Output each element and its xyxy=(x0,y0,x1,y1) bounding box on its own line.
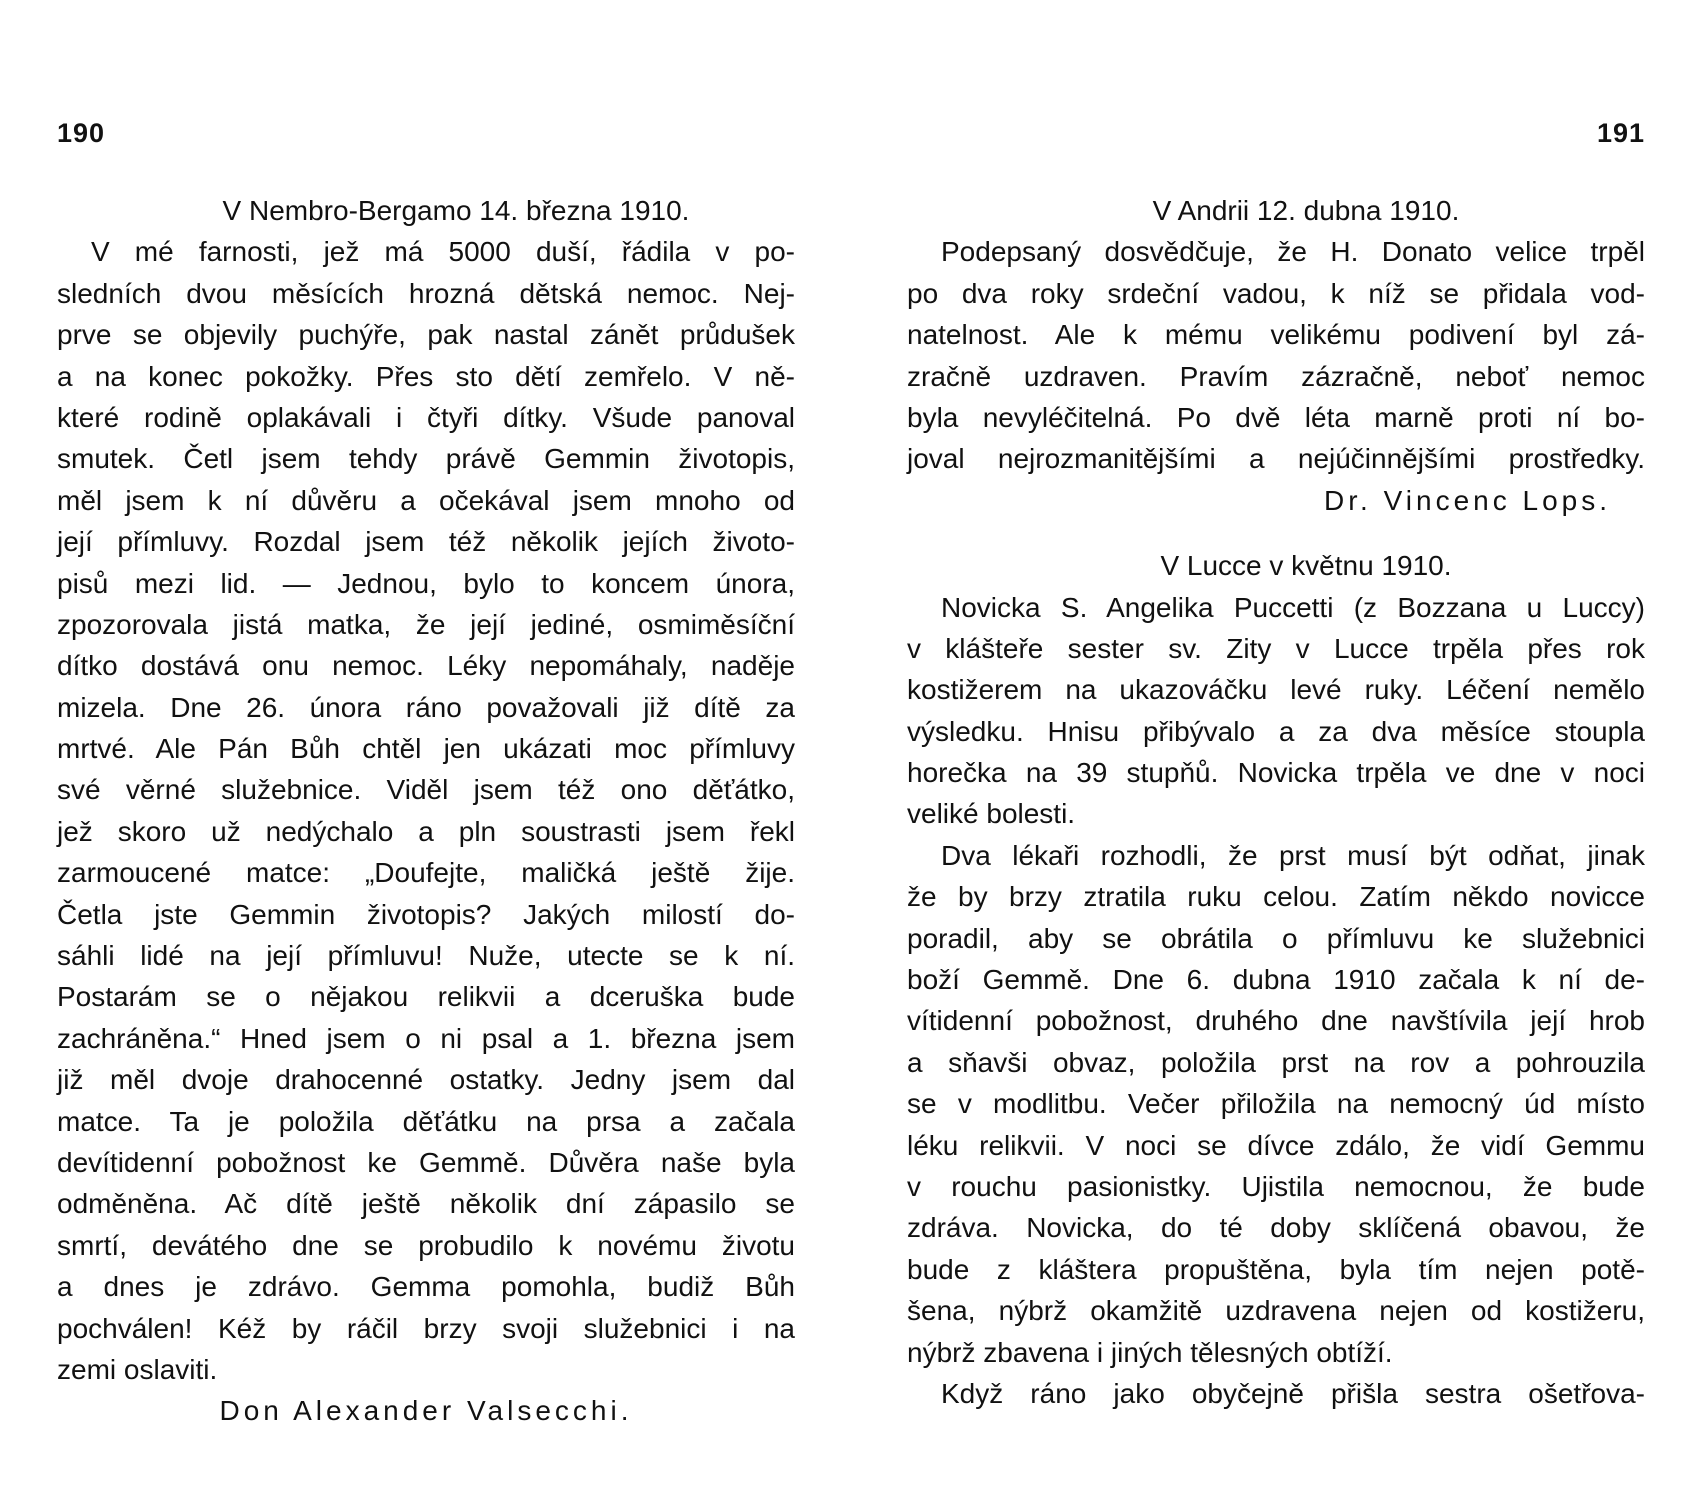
left-page xyxy=(57,0,795,1500)
signature: Don Alexander Valsecchi. xyxy=(219,1395,633,1427)
text-line: Podepsaný dosvědčuje, že H. Donato velice trpěl xyxy=(941,236,1645,268)
text-line: joval nejrozmanitějšími a nejúčinnějšími prostředky. xyxy=(907,443,1645,475)
page-number: 190 xyxy=(57,118,106,148)
text-line: Dva lékaři rozhodli, že prst musí být odňat, jinak xyxy=(941,839,1645,871)
text-line: natelnost. Ale k mému velikému podivení byl zá- xyxy=(907,319,1645,351)
text-line: své věrné služebnice. Viděl jsem též ono děťátko, xyxy=(57,774,795,806)
text-line: veliké bolesti. xyxy=(907,798,1076,830)
text-line: Četla jste Gemmin životopis? Jakých milostí do- xyxy=(57,898,795,930)
text-line: Když ráno jako obyčejně přišla sestra ošetřova- xyxy=(941,1377,1645,1409)
text-line: zdráva. Novicka, do té doby sklíčená obavou, že xyxy=(907,1212,1645,1244)
text-line: v klášteře sester sv. Zity v Lucce trpěla přes rok xyxy=(907,632,1645,664)
page-number: 191 xyxy=(1596,118,1645,148)
text-line: nýbrž zbavena i jiných tělesných obtíží. xyxy=(907,1336,1393,1368)
text-line: byla nevyléčitelná. Po dvě léta marně proti ní bo- xyxy=(907,401,1645,433)
text-line: odměněna. Ač dítě ještě několik dní zápasilo se xyxy=(57,1188,795,1220)
text-line: a na konec pokožky. Přes sto dětí zemřelo. V ně- xyxy=(57,360,795,392)
right-page-text xyxy=(907,190,1645,1414)
text-line: matce. Ta je položila děťátku na prsa a začala xyxy=(57,1105,795,1137)
text-line: a sňavši obvaz, položila prst na rov a pohrouzila xyxy=(907,1046,1645,1078)
text-line: zachráněna.“ Hned jsem o ni psal a 1. března jsem xyxy=(57,1022,795,1054)
text-line: devítidenní pobožnost ke Gemmě. Důvěra naše byla xyxy=(57,1146,795,1178)
text-line: v rouchu pasionistky. Ujistila nemocnou, že bude xyxy=(907,1170,1645,1202)
text-line: mizela. Dne 26. února ráno považovali již dítě za xyxy=(57,691,795,723)
text-line: a dnes je zdrávo. Gemma pomohla, budiž Bůh xyxy=(57,1271,795,1303)
letter-heading: V Andrii 12. dubna 1910. xyxy=(1152,195,1460,226)
letter-heading: V Lucce v květnu 1910. xyxy=(1160,550,1452,582)
text-line: vítidenní pobožnost, druhého dne navštívila její hrob xyxy=(907,1005,1645,1037)
text-line: smrtí, devátého dne se probudilo k novému životu xyxy=(57,1229,795,1261)
text-line: zarmoucené matce: „Doufejte, maličká ještě žije. xyxy=(57,857,795,889)
text-line: se v modlitbu. Večer přiložila na nemocný úd místo xyxy=(907,1088,1645,1120)
text-line: po dva roky srdeční vadou, k níž se přidala vod- xyxy=(907,277,1645,309)
text-line: sledních dvou měsících hrozná dětská nemoc. Nej- xyxy=(57,277,795,309)
text-line: prve se objevily puchýře, pak nastal zánět průdušek xyxy=(57,319,795,351)
right-page xyxy=(907,0,1645,1500)
text-line: dítko dostává onu nemoc. Léky nepomáhaly, naděje xyxy=(57,650,795,682)
text-line: jež skoro už nedýchalo a pln soustrasti jsem řekl xyxy=(57,815,795,847)
text-line: Novicka S. Angelika Puccetti (z Bozzana u Luccy) xyxy=(941,591,1645,623)
text-line: kostižerem na ukazováčku levé ruky. Léčení nemělo xyxy=(907,674,1645,706)
text-line: léku relikvii. V noci se dívce zdálo, že vidí Gemmu xyxy=(907,1129,1645,1161)
text-line: měl jsem k ní důvěru a očekával jsem mnoho od xyxy=(57,484,795,516)
text-line: horečka na 39 stupňů. Novicka trpěla ve dne v noci xyxy=(907,757,1645,789)
letter-heading: V Nembro-Bergamo 14. března 1910. xyxy=(222,195,690,226)
text-line: sáhli lidé na její přímluvu! Nuže, utecte se k ní. xyxy=(57,940,795,972)
text-line: pochválen! Kéž by ráčil brzy svoji služebnici i na xyxy=(57,1312,795,1344)
signature: Dr. Vincenc Lops. xyxy=(1324,484,1611,516)
text-line: zemi oslaviti. xyxy=(57,1353,218,1385)
text-line: výsledku. Hnisu přibývalo a za dva měsíce stoupla xyxy=(907,715,1645,747)
text-line: již měl dvoje drahocenné ostatky. Jedny jsem dal xyxy=(57,1064,795,1096)
text-line: zpozorovala jistá matka, že její jediné, osmiměsíční xyxy=(57,608,795,640)
text-line: šena, nýbrž okamžitě uzdravena nejen od kostižeru, xyxy=(907,1295,1645,1327)
text-line: pisů mezi lid. — Jednou, bylo to koncem února, xyxy=(57,567,795,599)
text-line: že by brzy ztratila ruku celou. Zatím někdo novicce xyxy=(907,881,1645,913)
text-line: V mé farnosti, jež má 5000 duší, řádila v po- xyxy=(91,236,795,268)
text-line: které rodině oplakávali i čtyři dítky. Všude panoval xyxy=(57,401,795,433)
text-line: smutek. Četl jsem tehdy právě Gemmin životopis, xyxy=(57,443,795,475)
text-line: její přímluvy. Rozdal jsem též několik jejích životo- xyxy=(57,526,795,558)
left-page-text xyxy=(57,190,795,1432)
text-line: poradil, aby se obrátila o přímluvu ke služebnici xyxy=(907,922,1645,954)
text-line: Postarám se o nějakou relikvii a dceruška bude xyxy=(57,981,795,1013)
text-line: mrtvé. Ale Pán Bůh chtěl jen ukázati moc přímluvy xyxy=(57,733,795,765)
text-line: bude z kláštera propuštěna, byla tím nejen potě- xyxy=(907,1253,1645,1285)
text-line: boží Gemmě. Dne 6. dubna 1910 začala k ní de- xyxy=(907,964,1645,996)
text-line: zračně uzdraven. Pravím zázračně, neboť nemoc xyxy=(907,360,1645,392)
section-gap xyxy=(907,521,1645,545)
